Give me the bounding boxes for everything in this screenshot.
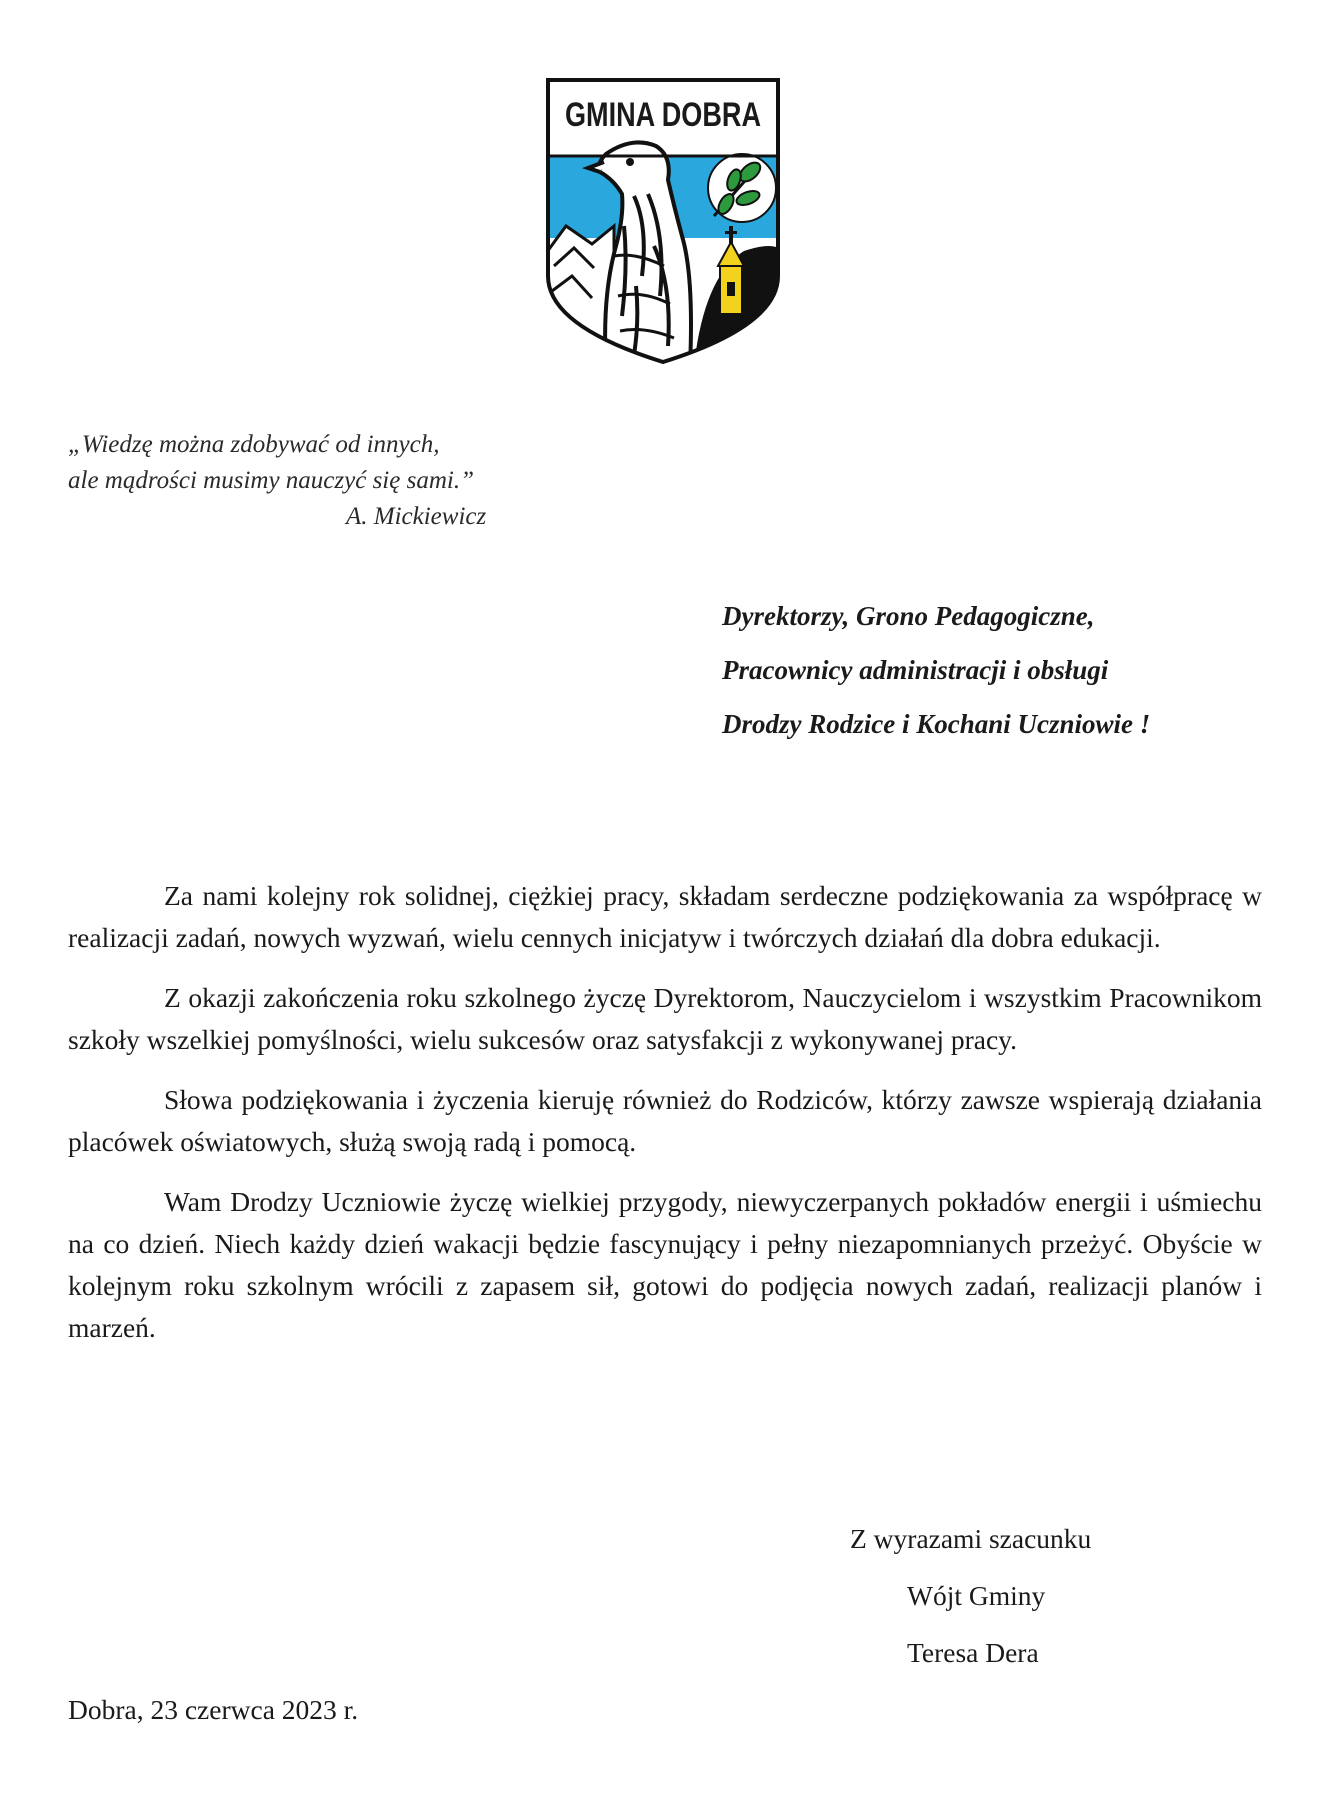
letter-body — [68, 875, 1262, 1367]
gmina-dobra-coat-of-arms-logo — [544, 76, 782, 366]
motto-line: „Wiedzę można zdobywać od innych, — [68, 431, 440, 458]
addressee-line: Pracownicy administracji i obsługi — [722, 655, 1109, 685]
body-paragraph: Słowa podziękowania i życzenia kieruję również do Rodziców, którzy zawsze wspierają działania placówek oświatowych, służą swoją radą i pomocą. — [68, 1084, 1262, 1157]
addressee-line: Dyrektorzy, Grono Pedagogiczne, — [722, 601, 1095, 631]
motto-line: ale mądrości musimy nauczyć się sami.” — [68, 467, 474, 494]
body-paragraph: Z okazji zakończenia roku szkolnego życzę Dyrektorom, Nauczycielom i wszystkim Pracownikom szkoły wszelkiej pomyślności, wielu sukcesów oraz satysfakcji z wykonywanej pracy. — [68, 982, 1262, 1055]
addressee-line: Drodzy Rodzice i Kochani Uczniowie ! — [722, 709, 1151, 739]
motto-author: A. Mickiewicz — [346, 503, 487, 530]
place-date: Dobra, 23 czerwca 2023 r. — [68, 1694, 359, 1725]
signer-name: Teresa Dera — [907, 1637, 1039, 1668]
body-paragraph: Wam Drodzy Uczniowie życzę wielkiej przygody, niewyczerpanych pokładów energii i uśmiechu na co dzień. Niech każdy dzień wakacji będzie fascynujący i pełny niezapomnianych przeżyć. Obyście w kolejnym roku szkolnym wrócili z zapasem sił, gotowi do podjęcia nowych zadań, realizacji planów i marzeń. — [68, 1186, 1262, 1343]
signer-title: Wójt Gminy — [907, 1580, 1046, 1611]
body-paragraph: Za nami kolejny rok solidnej, ciężkiej pracy, składam serdeczne podziękowania za współpracę w realizacji zadań, nowych wyzwań, wielu cennych inicjatyw i twórczych działań dla dobra edukacji. — [68, 880, 1262, 953]
closing-phrase: Z wyrazami szacunku — [850, 1523, 1092, 1554]
crest-title: GMINA DOBRA — [565, 96, 761, 134]
